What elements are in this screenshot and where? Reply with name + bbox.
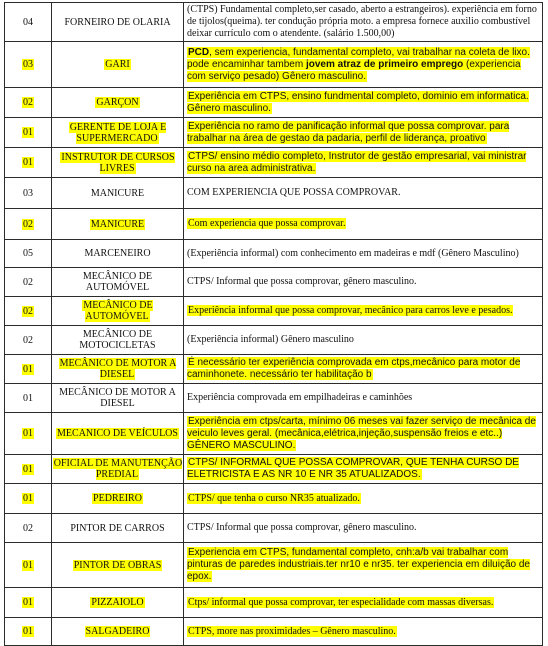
cell-text: 01 <box>23 127 33 138</box>
cell-text: PIZZAIOLO <box>91 597 144 608</box>
job-title-cell <box>52 543 184 588</box>
description-cell <box>184 618 543 646</box>
table-row <box>5 209 543 240</box>
quantity-cell <box>5 355 52 384</box>
description-text: Experiência em CTPS, ensino fundmental completo, dominio em informatica. Gênero masculino. <box>187 90 529 114</box>
quantity-cell <box>5 484 52 514</box>
cell-text: 01 <box>23 392 33 404</box>
table-row <box>5 148 543 178</box>
description-text: CTPS/ Informal que possa comprovar, gênero masculino. <box>187 522 417 533</box>
description-cell <box>184 178 543 209</box>
job-vacancies-rows <box>5 3 543 646</box>
cell-text: 01 <box>23 363 33 375</box>
description-cell <box>184 326 543 355</box>
cell-text: 02 <box>23 305 33 317</box>
description-cell <box>184 268 543 297</box>
description-text: COM EXPERIENCIA QUE POSSA COMPROVAR. <box>187 187 401 198</box>
description-text <box>187 47 530 82</box>
cell-text: 02 <box>23 97 33 108</box>
job-title-cell <box>52 178 184 209</box>
description-segment: , sem experiencia, fundamental completo, vai trabalhar na coleta de lixo. pode encaminhar tambem <box>187 46 530 70</box>
description-cell <box>184 297 543 326</box>
cell-text: MANICURE <box>90 187 145 199</box>
table-row <box>5 42 543 88</box>
description-cell <box>184 455 543 484</box>
cell-text: GARÇON <box>96 97 139 108</box>
table-row <box>5 3 543 42</box>
job-title-cell <box>52 3 184 42</box>
description-segment: (experiencia com serviço pesado) Gênero masculino. <box>187 58 521 82</box>
description-cell <box>184 384 543 413</box>
description-text: (Experiência informal) com conhecimento em madeiras e mdf (Gênero Masculino) <box>187 247 519 259</box>
job-title-cell <box>52 42 184 88</box>
table-row <box>5 618 543 646</box>
description-text: Ctps/ informal que possa comprovar, ter especialidade com massas diversas. <box>188 596 494 608</box>
description-text: CTPS/ ensino médio completo, Instrutor de gestão empresarial, vai ministrar curso na area administrativa. <box>187 150 527 174</box>
cell-text: MECÂNICO DE AUTOMÓVEL <box>83 300 153 322</box>
job-title-cell <box>52 455 184 484</box>
cell-text: INSTRUTOR DE CURSOS LIVRES <box>61 151 175 174</box>
job-title-cell <box>52 88 184 118</box>
cell-text: 02 <box>23 334 33 346</box>
quantity-cell <box>5 413 52 455</box>
description-cell <box>184 118 543 148</box>
description-cell <box>184 42 543 88</box>
description-text: CTPS/ INFORMAL QUE POSSA COMPROVAR, QUE TENHA CURSO DE ELETRICISTA E AS NR 10 E NR 35 ATUALIZADOS. <box>187 457 519 480</box>
description-text: CTPS/ que tenha o curso NR35 atualizado. <box>188 492 360 504</box>
cell-text: MECÂNICO DE MOTOCICLETAS <box>79 329 156 351</box>
table-row <box>5 514 543 543</box>
cell-text: 03 <box>23 59 33 70</box>
quantity-cell <box>5 326 52 355</box>
quantity-cell <box>5 3 52 42</box>
table-row <box>5 588 543 618</box>
cell-text: 05 <box>23 248 33 259</box>
description-text: (CTPS) Fundamental completo,ser casado, aberto a estrangeiros). experiência em forno de tijolos(queima). ter condução própria moto. a empresa fornece auxilio combustível deixar currículo com o atendente. (salário 1.500,00) <box>187 4 537 39</box>
cell-text: 02 <box>23 276 33 288</box>
table-row <box>5 355 543 384</box>
cell-text: 01 <box>23 597 33 608</box>
cell-text: GERENTE DE LOJA E SUPERMERCADO <box>69 121 167 144</box>
quantity-cell <box>5 118 52 148</box>
table-row <box>5 88 543 118</box>
cell-text: 04 <box>23 16 33 28</box>
description-text: CTPS, more nas proximidades – Gênero masculino. <box>188 625 396 637</box>
job-vacancies-table <box>4 2 543 646</box>
description-text: (Experiência informal) Gênero masculino <box>187 334 354 345</box>
description-cell <box>184 484 543 514</box>
cell-text: PEDREIRO <box>93 493 142 504</box>
description-text: Experiência comprovada em empilhadeiras e caminhões <box>187 392 413 403</box>
cell-text: MECÂNICO DE AUTOMÓVEL <box>82 271 153 293</box>
description-text: É necessário ter experiência comprovada em ctps,mecânico para motor de caminhonete. necessário ter habilitação b <box>187 357 521 380</box>
cell-text: MECÂNICO DE MOTOR A DIESEL <box>59 387 176 409</box>
table-row <box>5 413 543 455</box>
cell-text: FORNEIRO DE OLARIA <box>64 16 171 28</box>
job-title-cell <box>52 588 184 618</box>
description-cell <box>184 543 543 588</box>
job-title-cell <box>52 413 184 455</box>
table-row <box>5 455 543 484</box>
job-title-cell <box>52 268 184 297</box>
job-title-cell <box>52 297 184 326</box>
cell-text: MECANICO DE VEÍCULOS <box>57 428 178 439</box>
description-text: CTPS/ Informal que possa comprovar, gênero masculino. <box>187 276 417 287</box>
description-text: Experiência em ctps/carta, mínimo 06 meses vai fazer serviço de mecânica de veiculo leves geral. (mecânica,elétrica,injeção,suspensão freios e etc..) GÊNERO MASCULINO. <box>187 415 536 451</box>
description-text: Com experiencia que possa comprovar. <box>188 218 346 229</box>
description-cell <box>184 3 543 42</box>
cell-text: 01 <box>23 493 33 504</box>
quantity-cell <box>5 240 52 268</box>
job-title-cell <box>52 384 184 413</box>
description-cell <box>184 514 543 543</box>
cell-text: OFICIAL DE MANUTENÇÃO PREDIAL <box>53 458 183 480</box>
job-title-cell <box>52 118 184 148</box>
job-title-cell <box>52 209 184 240</box>
description-cell <box>184 240 543 268</box>
table-row <box>5 118 543 148</box>
quantity-cell <box>5 209 52 240</box>
table-row <box>5 326 543 355</box>
cell-text: MANICURE <box>90 218 145 230</box>
description-cell <box>184 588 543 618</box>
job-title-cell <box>52 514 184 543</box>
quantity-cell <box>5 514 52 543</box>
table-row <box>5 297 543 326</box>
table-row <box>5 484 543 514</box>
job-title-cell <box>52 618 184 646</box>
job-title-cell <box>52 240 184 268</box>
cell-text: 01 <box>23 463 33 475</box>
quantity-cell <box>5 384 52 413</box>
job-title-cell <box>52 326 184 355</box>
cell-text: 02 <box>23 218 33 230</box>
quantity-cell <box>5 42 52 88</box>
description-text: Experiência informal que possa comprovar, mecânico para carros leve e pesados. <box>188 305 513 316</box>
table-row <box>5 384 543 413</box>
quantity-cell <box>5 148 52 178</box>
description-cell <box>184 148 543 178</box>
job-title-cell <box>52 355 184 384</box>
cell-text: MARCENEIRO <box>84 248 151 259</box>
table-row <box>5 178 543 209</box>
table-row <box>5 268 543 297</box>
description-cell <box>184 88 543 118</box>
cell-text: 01 <box>23 626 33 637</box>
description-cell <box>184 355 543 384</box>
description-text: Experiencia em CTPS, fundamental completo, cnh:a/b vai trabalhar com pinturas de paredes industriais.ter nr10 e nr35. ter experiencia em diluição de epox. <box>187 547 530 582</box>
cell-text: 03 <box>23 187 33 199</box>
job-title-cell <box>52 148 184 178</box>
cell-text: PINTOR DE CARROS <box>70 522 165 534</box>
cell-text: 01 <box>23 428 33 439</box>
quantity-cell <box>5 588 52 618</box>
quantity-cell <box>5 268 52 297</box>
quantity-cell <box>5 543 52 588</box>
cell-text: MECÂNICO DE MOTOR A DIESEL <box>59 358 177 380</box>
job-vacancies-sheet <box>4 2 542 646</box>
description-cell <box>184 209 543 240</box>
cell-text: SALGADEIRO <box>85 626 150 637</box>
description-text: Experiência no ramo de panificação informal que possa comprovar. para trabalhar na área de gestao da padaria, perfil de liderança, proativo <box>187 120 510 144</box>
quantity-cell <box>5 297 52 326</box>
table-row <box>5 240 543 268</box>
quantity-cell <box>5 455 52 484</box>
quantity-cell <box>5 178 52 209</box>
description-segment: jovem atraz de primeiro emprego <box>305 58 464 70</box>
description-cell <box>184 413 543 455</box>
quantity-cell <box>5 618 52 646</box>
job-title-cell <box>52 484 184 514</box>
cell-text: 02 <box>23 522 33 534</box>
quantity-cell <box>5 88 52 118</box>
cell-text: 01 <box>23 559 33 571</box>
table-row <box>5 543 543 588</box>
cell-text: PINTOR DE OBRAS <box>73 559 162 571</box>
cell-text: GARI <box>105 59 130 70</box>
cell-text: 01 <box>23 157 33 168</box>
description-segment: PCD <box>188 46 210 58</box>
